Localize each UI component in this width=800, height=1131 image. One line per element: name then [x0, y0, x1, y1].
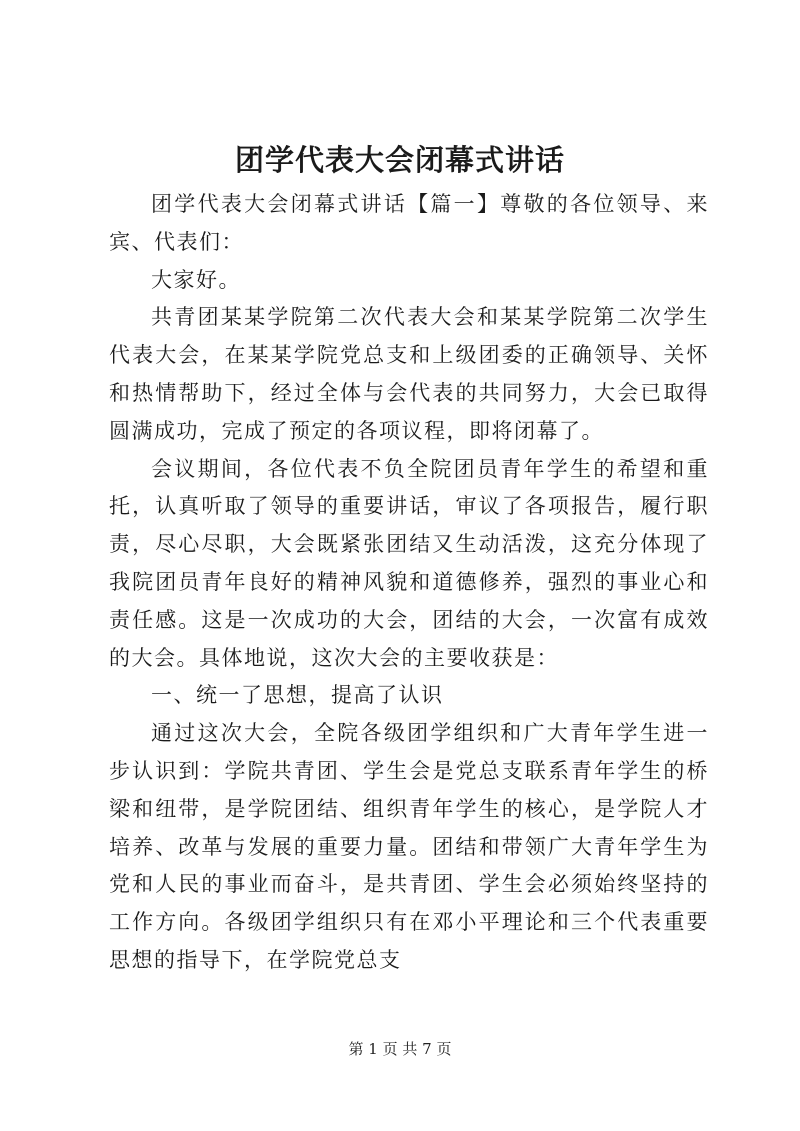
paragraph-meeting: 会议期间，各位代表不负全院团员青年学生的希望和重托，认真听取了领导的重要讲话，审议了各项报告，履行职责，尽心尽职，大会既紧张团结又生动活泼，这充分体现了我院团员青年良好的精神风貌和道德修养，强烈的事业心和责任感。这是一次成功的大会，团结的大会，一次富有成效的大会。具体地说，这次大会的主要收获是：	[109, 456, 709, 670]
document-body	[109, 186, 709, 980]
document-title: 团学代表大会闭幕式讲话	[234, 143, 565, 177]
paragraph-section-one: 通过这次大会，全院各级团学组织和广大青年学生进一步认识到：学院共青团、学生会是党总支联系青年学生的桥梁和纽带，是学院团结、组织青年学生的核心，是学院人才培养、改革与发展的重要力量。团结和带领广大青年学生为党和人民的事业而奋斗，是共青团、学生会必须始终坚持的工作方向。各级团学组织只有在邓小平理论和三个代表重要思想的指导下，在学院党总支	[109, 721, 709, 972]
paragraph-greeting: 团学代表大会闭幕式讲话【篇一】尊敬的各位领导、来宾、代表们：	[109, 192, 709, 254]
page-footer: 第 1 页 共 7 页	[348, 1040, 452, 1058]
paragraph-hello: 大家好。	[151, 267, 241, 292]
section-heading-one: 一、统一了思想，提高了认识	[151, 683, 444, 708]
paragraph-intro: 共青团某某学院第二次代表大会和某某学院第二次学生代表大会，在某某学院党总支和上级团委的正确领导、关怀和热情帮助下，经过全体与会代表的共同努力，大会已取得圆满成功，完成了预定的各项议程，即将闭幕了。	[109, 305, 709, 443]
